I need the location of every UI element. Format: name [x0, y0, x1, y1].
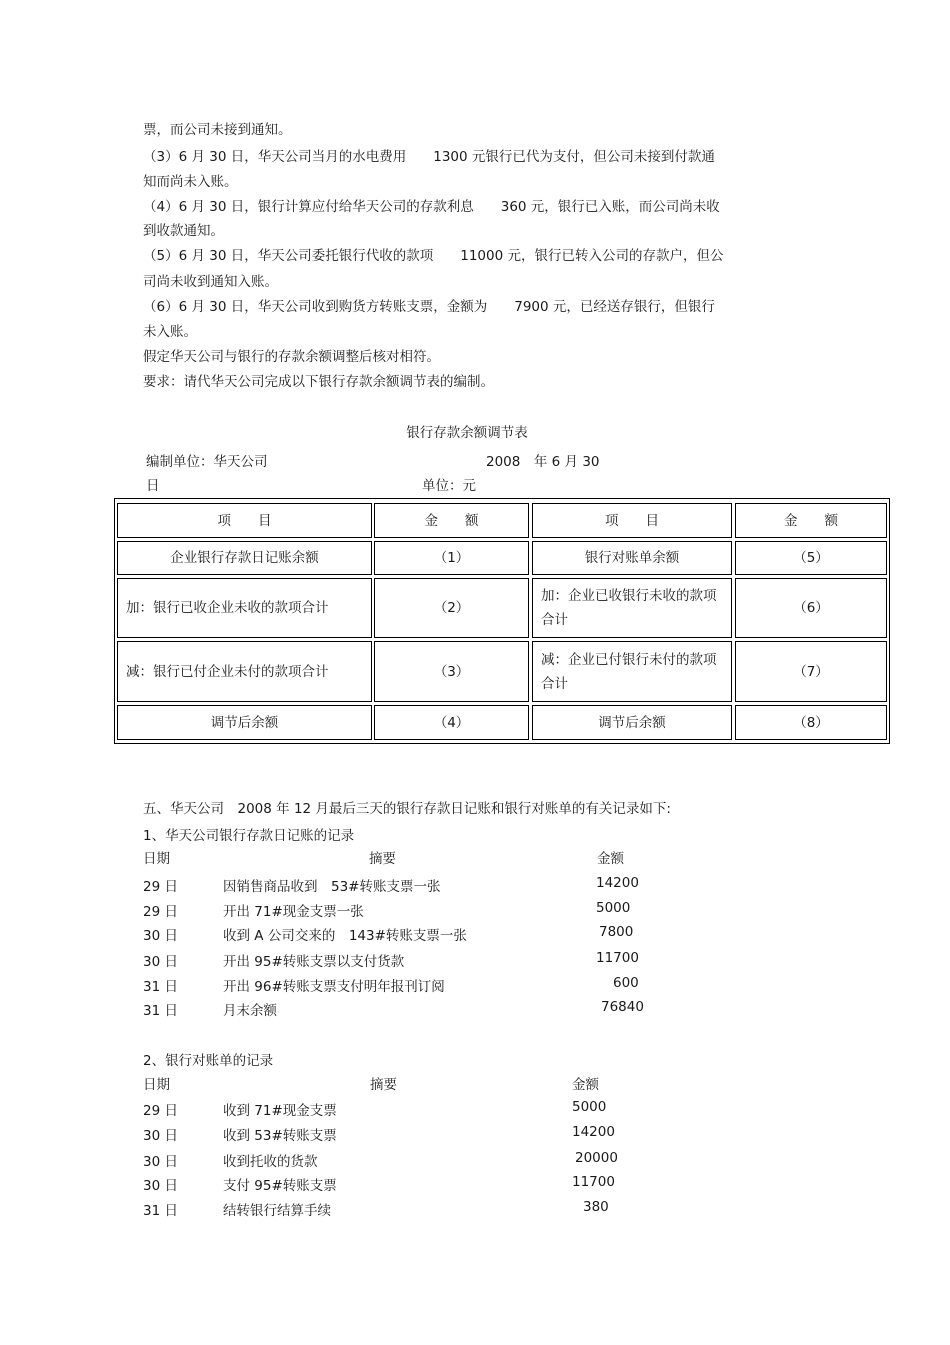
- table-title: 银行存款余额调节表: [406, 425, 528, 441]
- statement-header-date: 日期: [143, 1077, 170, 1093]
- intro-line: 知而尚未入账。: [143, 174, 238, 190]
- statement-row-amount: 11700: [572, 1174, 615, 1190]
- row1-left-item: 企业银行存款日记账余额: [117, 541, 372, 575]
- table-date: 2008 年 6 月 30: [486, 454, 600, 470]
- row2-left-item: [117, 578, 372, 638]
- row2-left-item-text: 加：银行已收企业未收的款项合计: [126, 600, 329, 616]
- statement-row-amount: 5000: [572, 1099, 607, 1115]
- table-date-day: 日: [146, 478, 160, 494]
- journal-row-summary: 开出 95#转账支票以支付货款: [223, 954, 405, 970]
- journal-header-summary: 摘要: [369, 851, 396, 867]
- row4-left-amount: （4）: [374, 705, 529, 740]
- statement-row-date: 31 日: [143, 1203, 178, 1219]
- intro-line: 到收款通知。: [143, 223, 224, 239]
- row1-left-amount: （1）: [374, 541, 529, 575]
- journal-row-summary: 开出 96#转账支票支付明年报刊订阅: [223, 979, 445, 995]
- header-item-right: 项 目: [532, 503, 732, 538]
- row4-right-item: 调节后余额: [532, 705, 732, 740]
- journal-title: 1、华天公司银行存款日记账的记录: [143, 828, 355, 844]
- journal-row-amount: 600: [613, 975, 639, 991]
- journal-row-summary: 月末余额: [223, 1003, 277, 1019]
- table-unit: 单位：元: [422, 478, 476, 494]
- statement-row-date: 30 日: [143, 1178, 178, 1194]
- journal-row-date: 31 日: [143, 1003, 178, 1019]
- intro-line: （4）6 月 30 日，银行计算应付给华天公司的存款利息 360 元，银行已入账，而公司尚未收: [143, 199, 720, 215]
- statement-row-summary: 收到 71#现金支票: [223, 1103, 337, 1119]
- statement-row-date: 30 日: [143, 1128, 178, 1144]
- row3-left-amount: （3）: [374, 641, 529, 702]
- journal-row-summary: 开出 71#现金支票一张: [223, 904, 364, 920]
- row2-right-amount: （6）: [735, 578, 887, 638]
- statement-row-amount: 380: [583, 1199, 609, 1215]
- statement-header-amount: 金额: [572, 1077, 599, 1093]
- row3-right-item-text: 减：企业已付银行未付的款项合计: [541, 651, 717, 692]
- row3-right-item: [532, 641, 732, 702]
- row3-left-item: [117, 641, 372, 702]
- header-item-left: 项 目: [117, 503, 372, 538]
- statement-title: 2、银行对账单的记录: [143, 1053, 274, 1069]
- journal-row-date: 30 日: [143, 954, 178, 970]
- journal-row-summary: 收到 A 公司交来的 143#转账支票一张: [223, 928, 467, 944]
- intro-line: （5）6 月 30 日，华天公司委托银行代收的款项 11000 元，银行已转入公司的存款户，但公: [143, 248, 724, 264]
- unit-org: 编制单位：华天公司: [146, 454, 268, 470]
- section5-heading: 五、华天公司 2008 年 12 月最后三天的银行存款日记账和银行对账单的有关记录如下:: [143, 801, 671, 817]
- journal-row-amount: 76840: [601, 999, 644, 1015]
- journal-row-date: 29 日: [143, 879, 178, 895]
- row3-right-amount: （7）: [735, 641, 887, 702]
- row2-left-amount: （2）: [374, 578, 529, 638]
- row4-left-item: 调节后余额: [117, 705, 372, 740]
- journal-row-amount: 11700: [596, 950, 639, 966]
- row3-left-item-text: 减：银行已付企业未付的款项合计: [126, 663, 329, 680]
- intro-line: 要求：请代华天公司完成以下银行存款余额调节表的编制。: [143, 374, 494, 390]
- statement-row-summary: 收到 53#转账支票: [223, 1128, 337, 1144]
- statement-row-amount: 20000: [575, 1150, 618, 1166]
- intro-line: （3）6 月 30 日，华天公司当月的水电费用 1300 元银行已代为支付，但公司未接到付款通: [143, 149, 715, 165]
- statement-row-date: 30 日: [143, 1154, 178, 1170]
- intro-line: 票，而公司未接到通知。: [143, 122, 292, 138]
- intro-line: （6）6 月 30 日，华天公司收到购货方转账支票，金额为 7900 元，已经送存银行，但银行: [143, 299, 715, 315]
- journal-row-amount: 7800: [599, 924, 634, 940]
- reconciliation-table: [114, 498, 890, 744]
- statement-row-date: 29 日: [143, 1103, 178, 1119]
- statement-row-summary: 结转银行结算手续: [223, 1203, 331, 1219]
- journal-row-amount: 5000: [596, 900, 631, 916]
- statement-row-amount: 14200: [572, 1124, 615, 1140]
- statement-header-summary: 摘要: [370, 1077, 397, 1093]
- journal-header-amount: 金额: [597, 851, 624, 867]
- row1-right-item: 银行对账单余额: [532, 541, 732, 575]
- journal-row-summary: 因销售商品收到 53#转账支票一张: [223, 879, 441, 895]
- statement-row-summary: 支付 95#转账支票: [223, 1178, 337, 1194]
- header-amount-right: 金 额: [735, 503, 887, 538]
- row2-right-item: [532, 578, 732, 638]
- row1-right-amount: （5）: [735, 541, 887, 575]
- statement-row-summary: 收到托收的货款: [223, 1154, 318, 1170]
- journal-header-date: 日期: [143, 851, 170, 867]
- intro-line: 司尚未收到通知入账。: [143, 274, 278, 290]
- intro-line: 假定华天公司与银行的存款余额调整后核对相符。: [143, 349, 440, 365]
- journal-row-date: 29 日: [143, 904, 178, 920]
- row2-right-item-text: 加：企业已收银行未收的款项合计: [541, 588, 717, 628]
- header-amount-left: 金 额: [374, 503, 529, 538]
- journal-row-date: 31 日: [143, 979, 178, 995]
- journal-row-amount: 14200: [596, 875, 639, 891]
- intro-line: 未入账。: [143, 324, 197, 340]
- journal-row-date: 30 日: [143, 928, 178, 944]
- row4-right-amount: （8）: [735, 705, 887, 740]
